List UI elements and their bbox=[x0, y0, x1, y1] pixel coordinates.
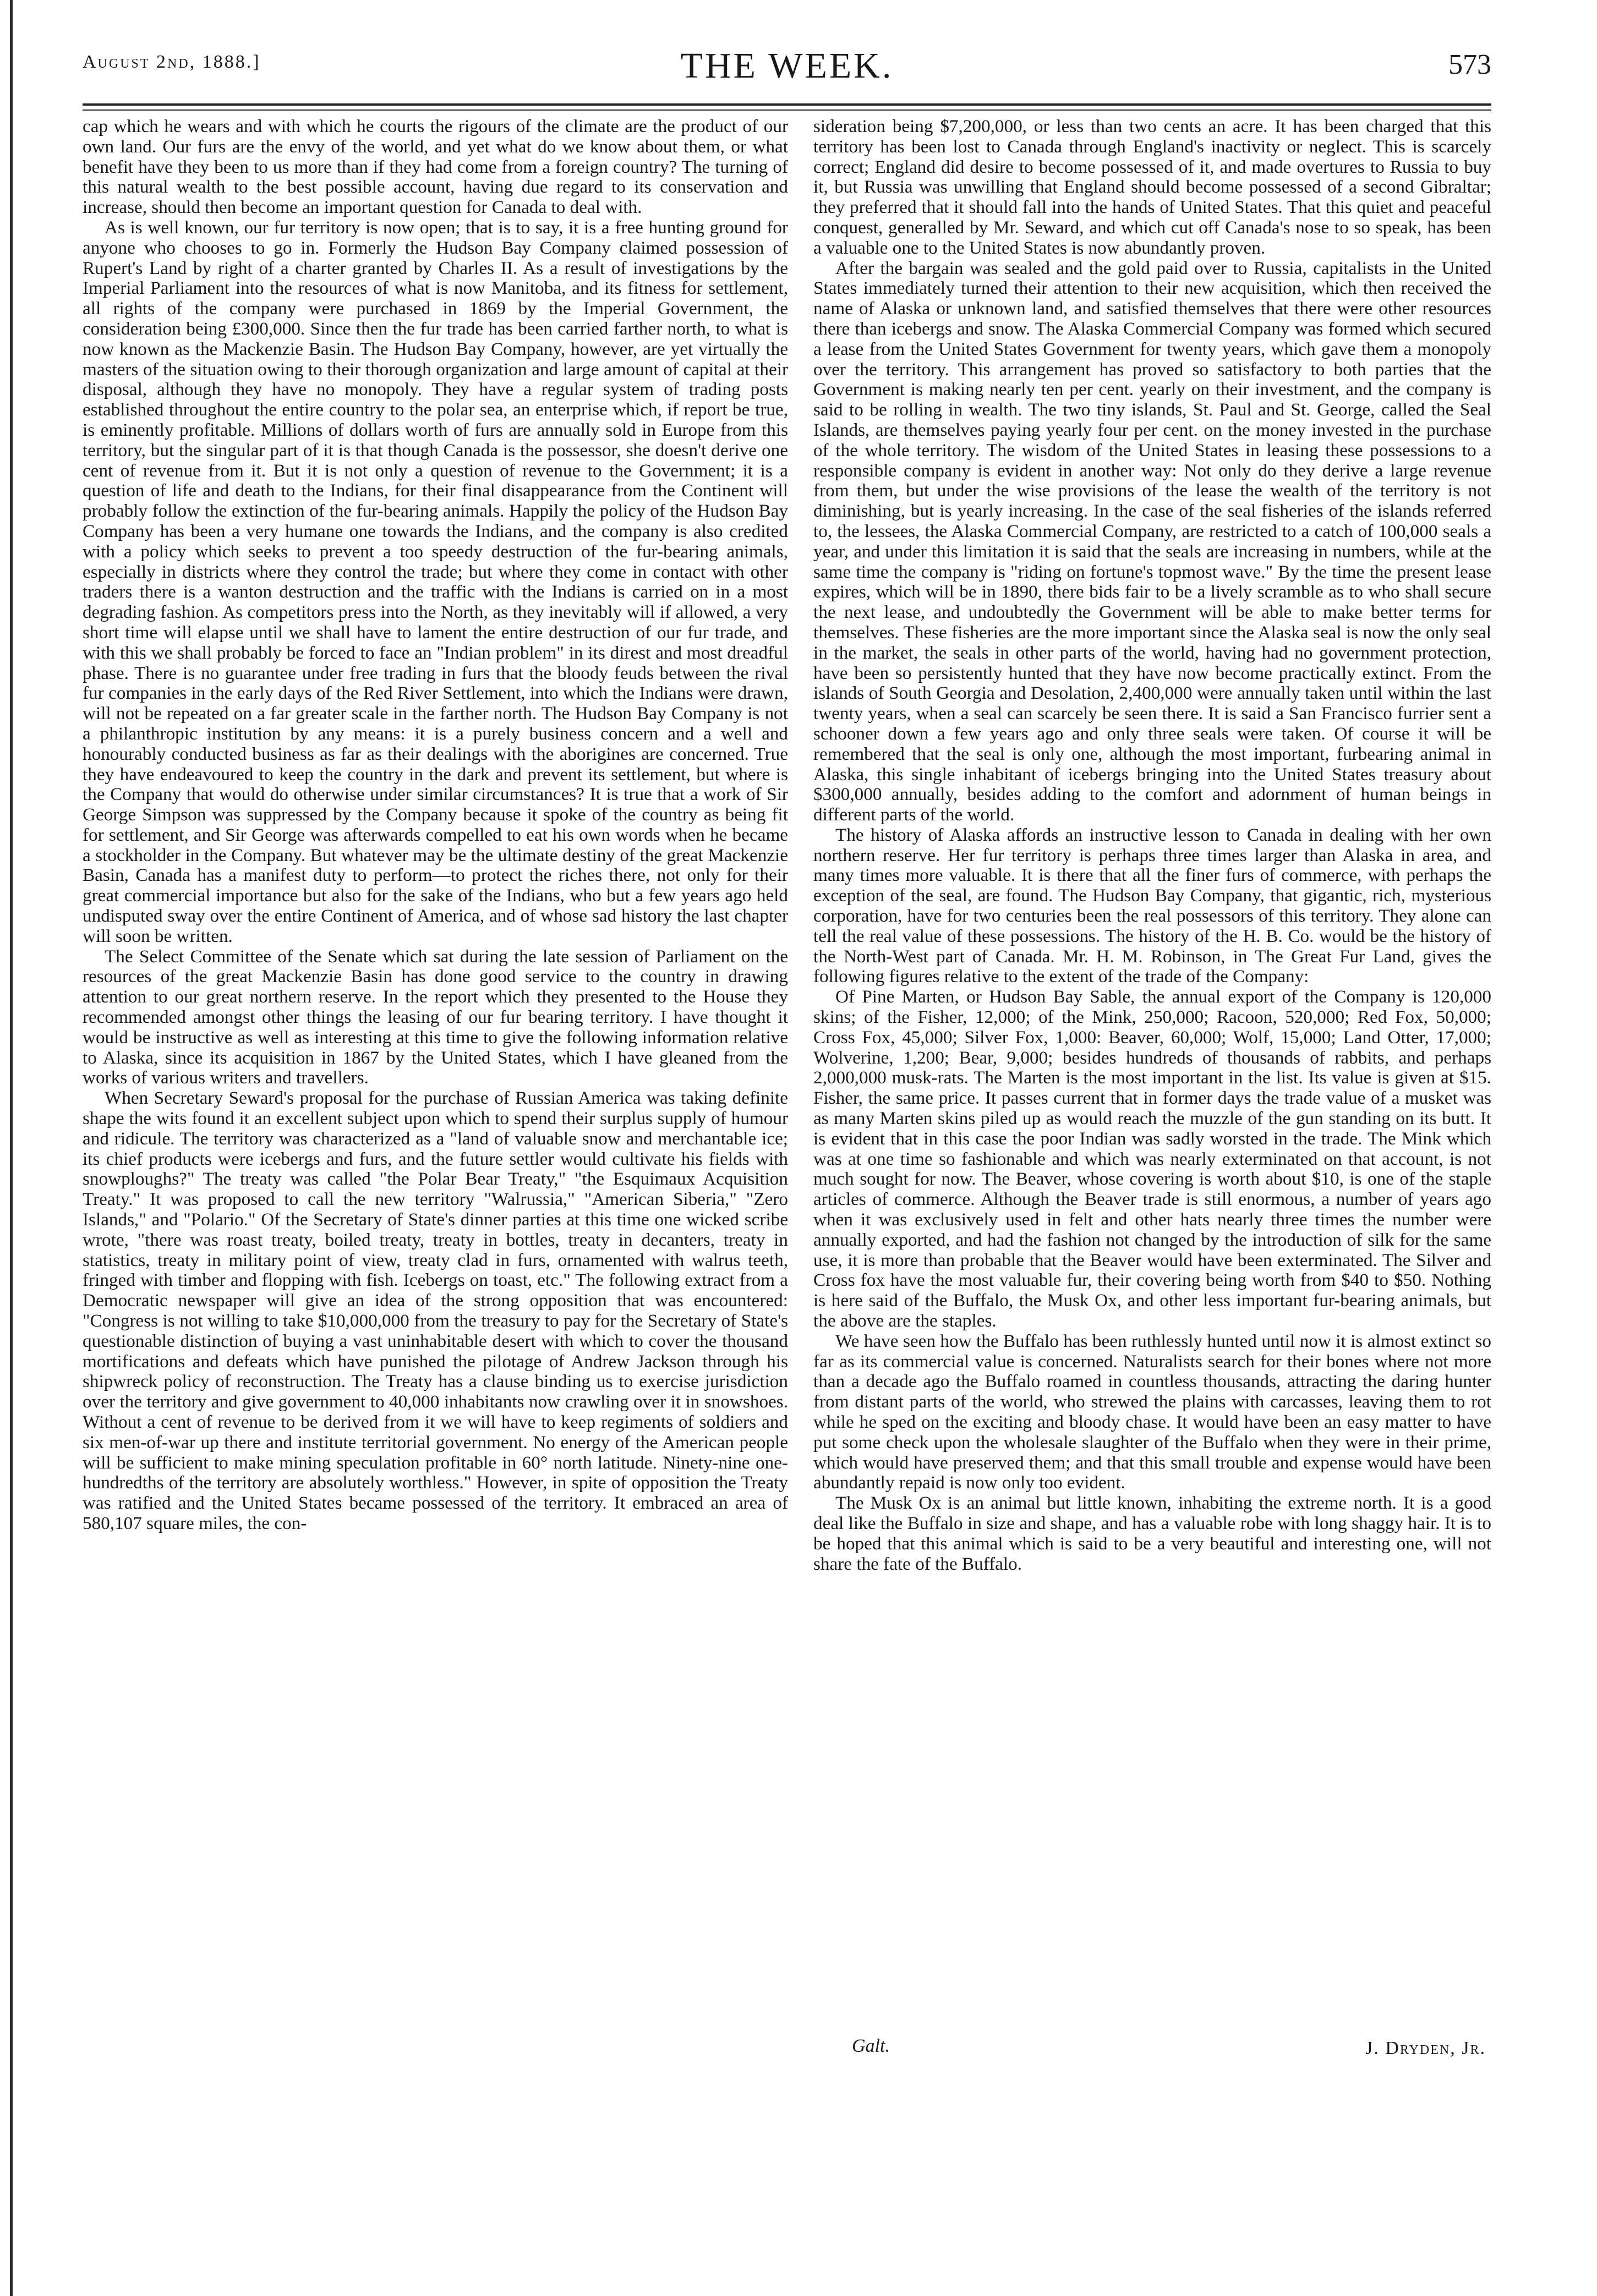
paragraph: As is well known, our fur territory is now open; that is to say, it is a free hunting ground for anyone who chooses to go in. Formerly the Hudson Bay Company claimed possession of Rupert's Land by right of a charter granted by Charles II. As a result of investigations by the Imperial Parliament into the resources of what is now Manitoba, and its fitness for settlement, all rights of the company were purchased in 1869 by the Imperial Government, the consideration being £300,000. Since then the fur trade has been carried farther north, to what is now known as the Mackenzie Basin. The Hudson Bay Company, however, are yet virtually the masters of the situation owing to their thorough organization and large amount of capital at their disposal, although they have no monopoly. They have a regular system of trading posts established throughout the entire country to the polar sea, an enterprise which, if report be true, is eminently profitable. Millions of dollars worth of furs are annually sold in Europe from this territory, but the singular part of it is that though Canada is the possessor, she doesn't derive one cent of revenue from it. But it is not only a question of revenue to the Government; it is a question of life and death to the Indians, for their final disappearance from the Continent will probably follow the extinction of the fur-bearing animals. Happily the policy of the Hudson Bay Company has been a very humane one towards the Indians, and the company is also credited with a policy which seeks to prevent a too speedy destruction of the fur-bearing animals, especially in districts where they control the trade; but where they come in contact with other traders there is a wanton destruction and the traffic with the Indians is carried on in a most degrading fashion. As competitors press into the North, as they inevitably will if allowed, a very short time will elapse until we shall have to lament the entire destruction of our fur trade, and with this we shall probably be forced to face an "Indian problem" in its direst and most dreadful phase. There is no guarantee under free trading in furs that the bloody feuds between the rival fur companies in the early days of the Red River Settlement, into which the Indians were drawn, will not be repeated on a far greater scale in the farther north. The Hudson Bay Company is not a philanthropic institution by any means: it is a purely business concern and a well and honourably conducted business as far as their dealings with the aborigines are concerned. True they have endeavoured to keep the country in the dark and prevent its settlement, but where is the Company that would do otherwise under similar circumstances? It is true that a work of Sir George Simpson was suppressed by the Company because it spoke of the country as being fit for settlement, and Sir George was afterwards compelled to eat his own words when he became a stockholder in the Company. But whatever may be the ultimate destiny of the great Mackenzie Basin, Canada has a manifest duty to perform—to protect the riches there, not only for their great commercial importance but also for the sake of the Indians, who but a few years ago held undisputed sway over the entire Continent of America, and of whose sad history the last chapter will soon be written. bbox=[83, 217, 788, 946]
paragraph: When Secretary Seward's proposal for the purchase of Russian America was taking definite shape the wits found it an excellent subject upon which to spend their surplus supply of humour and ridicule. The territory was characterized as a "land of valuable snow and merchantable ice; its chief products were icebergs and furs, and the future settler would cultivate his fields with snowploughs?" The treaty was called "the Polar Bear Treaty," "the Esquimaux Acquisition Treaty." It was proposed to call the new territory "Walrussia," "American Siberia," "Zero Islands," and "Polario." Of the Secretary of State's dinner parties at this time one wicked scribe wrote, "there was roast treaty, boiled treaty, treaty in bottles, treaty in decanters, treaty in statistics, treaty in military point of view, treaty clad in furs, ornamented with walrus teeth, fringed with timber and flopping with fish. Icebergs on toast, etc." The following extract from a Democratic newspaper will give an idea of the strong opposition that was encountered: "Congress is not willing to take $10,000,000 from the treasury to pay for the Secretary of State's questionable distinction of buying a vast uninhabitable desert with which to cover the thousand mortifications and defeats which have punished the pilotage of Andrew Jackson through his shipwreck policy of reconstruction. The Treaty has a clause binding us to exercise jurisdiction over the territory and give government to 40,000 inhabitants now crawling over it in snowshoes. Without a cent of revenue to be derived from it we will have to keep regiments of soldiers and six men-of-war up there and institute territorial government. No energy of the American people will be sufficient to make mining speculation profitable in 60° north latitude. Ninety-nine one-hundredths of the territory are absolutely worthless." However, in spite of opposition the Treaty was ratified and the United States became possessed of the territory. It embraced an area of 580,107 square miles, the con- bbox=[83, 1088, 788, 1533]
page-number: 573 bbox=[1448, 49, 1491, 80]
paragraph: After the bargain was sealed and the gold paid over to Russia, capitalists in the United States immediately turned their attention to their new acquisition, which then received the name of Alaska or unknown land, and satisfied themselves that there were other resources there than icebergs and snow. The Alaska Commercial Company was formed which secured a lease from the United States Government for twenty years, which gave them a monopoly over the territory. This arrangement has proved so satisfactory to both parties that the Government is making nearly ten per cent. yearly on their investment, and the company is said to be rolling in wealth. The two tiny islands, St. Paul and St. George, called the Seal Islands, are themselves paying yearly four per cent. on the money invested in the purchase of the whole territory. The wisdom of the United States in leasing these possessions to a responsible company is evident in another way: Not only do they derive a large revenue from them, but under the wise provisions of the lease the wealth of the territory is not diminishing, but is yearly increasing. In the case of the seal fisheries of the islands referred to, the lessees, the Alaska Commercial Company, are restricted to a catch of 100,000 seals a year, and under this limitation it is said that the seals are increasing in numbers, while at the same time the company is "riding on fortune's topmost wave." By the time the present lease expires, which will be in 1890, there bids fair to be a lively scramble as to who shall secure the next lease, and undoubtedly the Government will be able to make better terms for themselves. These fisheries are the more important since the Alaska seal is now the only seal in the market, the seals in other parts of the world, having had no government protection, have been so persistently hunted that they have now become practically extinct. From the islands of South Georgia and Desolation, 2,400,000 were annually taken until within the last twenty years, when a seal can scarcely be seen there. It is said a San Francisco furrier sent a schooner down a few years ago and only three seals were taken. Of course it will be remembered that the seal is only one, although the most important, furbearing animal in Alaska, this single inhabitant of icebergs bringing into the United States treasury about $300,000 annually, besides adding to the comfort and adornment of human beings in different parts of the world. bbox=[813, 257, 1491, 825]
paragraph: The history of Alaska affords an instructive lesson to Canada in dealing with her own northern reserve. Her fur territory is perhaps three times larger than Alaska in area, and many times more valuable. It is there that all the finer furs of commerce, with perhaps the exception of the seal, are found. The Hudson Bay Company, that gigantic, rich, mysterious corporation, have for two centuries been the real possessors of this territory. They alone can tell the real value of these possessions. The history of the H. B. Co. would be the history of the North-West part of Canada. Mr. H. M. Robinson, in The Great Fur Land, gives the following figures relative to the extent of the trade of the Company: bbox=[813, 824, 1491, 987]
paragraph: We have seen how the Buffalo has been ruthlessly hunted until now it is almost extinct so far as its commercial value is concerned. Naturalists search for their bones where not more than a decade ago the Buffalo roamed in countless thousands, attracting the daring hunter from distant parts of the world, who strewed the plains with carcasses, leaving them to rot while he sped on the exciting and bloody chase. It would have been an easy matter to have put some check upon the wholesale slaughter of the Buffalo when they were in their prime, which would have preserved them; and that this small trouble and expense would have been abundantly repaid is now only too evident. bbox=[813, 1330, 1491, 1493]
header-date: August 2nd, 1888.] bbox=[83, 52, 261, 72]
right-column bbox=[813, 117, 1491, 2152]
paragraph: The Select Committee of the Senate which sat during the late session of Parliament on the resources of the great Mackenzie Basin has done good service to the country in drawing attention to our great northern reserve. In the report which they presented to the House they recommended amongst other things the leasing of our fur bearing territory. I have thought it would be instructive as well as interesting at this time to give the following information relative to Alaska, since its acquisition in 1867 by the United States, which I have gleaned from the works of various writers and travellers. bbox=[83, 946, 788, 1088]
page-header bbox=[83, 45, 1491, 106]
header-rule-thin bbox=[83, 109, 1491, 111]
signature-place: Galt. bbox=[852, 2036, 890, 2056]
paragraph: The Musk Ox is an animal but little known, inhabiting the extreme north. It is a good deal like the Buffalo in size and shape, and has a valuable robe with long shaggy hair. It is to be hoped that this animal which is said to be a very beautiful and interesting one, will not share the fate of the Buffalo. bbox=[813, 1493, 1491, 1574]
left-column bbox=[83, 117, 788, 2207]
header-rule-thick bbox=[83, 103, 1491, 106]
masthead-title: THE WEEK. bbox=[680, 46, 894, 86]
signature-author: J. Dryden, Jr. bbox=[1365, 2038, 1486, 2058]
paragraph: sideration being $7,200,000, or less than two cents an acre. It has been charged that this territory has been lost to Canada through England's inactivity or neglect. This is scarcely correct; England did desire to become possessed of it, and made overtures to Russia to buy it, but Russia was unwilling that England should become possessed of a second Gibraltar; they preferred that it should fall into the hands of United States. That this quiet and peaceful conquest, generalled by Mr. Seward, and which cut off Canada's nose to so speak, has been a valuable one to the United States is now abundantly proven. bbox=[813, 117, 1491, 258]
page-binding-edge bbox=[10, 0, 13, 2296]
paragraph: cap which he wears and with which he courts the rigours of the climate are the product of our own land. Our furs are the envy of the world, and yet what do we know about them, or what benefit have they been to us more than if they had come from a foreign country? The turning of this natural wealth to the best possible account, having due regard to its conservation and increase, should then become an important question for Canada to deal with. bbox=[83, 117, 788, 218]
paragraph: Of Pine Marten, or Hudson Bay Sable, the annual export of the Company is 120,000 skins; of the Fisher, 12,000; of the Mink, 250,000; Racoon, 520,000; Red Fox, 50,000; Cross Fox, 45,000; Silver Fox, 1,000: Beaver, 60,000; Wolf, 15,000; Land Otter, 17,000; Wolverine, 1,200; Bear, 9,000; besides hundreds of thousands of rabbits, and perhaps 2,000,000 musk-rats. The Marten is the most important in the list. Its value is given at $15. Fisher, the same price. It passes current that in former days the trade value of a musket was as many Marten skins piled up as would reach the muzzle of the gun standing on its butt. It is evident that in this case the poor Indian was sadly worsted in the trade. The Mink which was at one time so fashionable and which was nearly exterminated on that account, is not much sought for now. The Beaver, whose covering is worth about $10, is one of the staple articles of commerce. Although the Beaver trade is still enormous, a number of years ago when it was exclusively used in felt and other hats nearly three times the number were annually exported, and had the fashion not changed by the introduction of silk for the same use, it is more than probable that the Beaver would have been exterminated. The Silver and Cross fox have the most valuable fur, their covering being worth from $40 to $50. Nothing is here said of the Buffalo, the Musk Ox, and other less important fur-bearing animals, but the above are the staples. bbox=[813, 987, 1491, 1331]
article-signature bbox=[813, 2036, 1491, 2063]
